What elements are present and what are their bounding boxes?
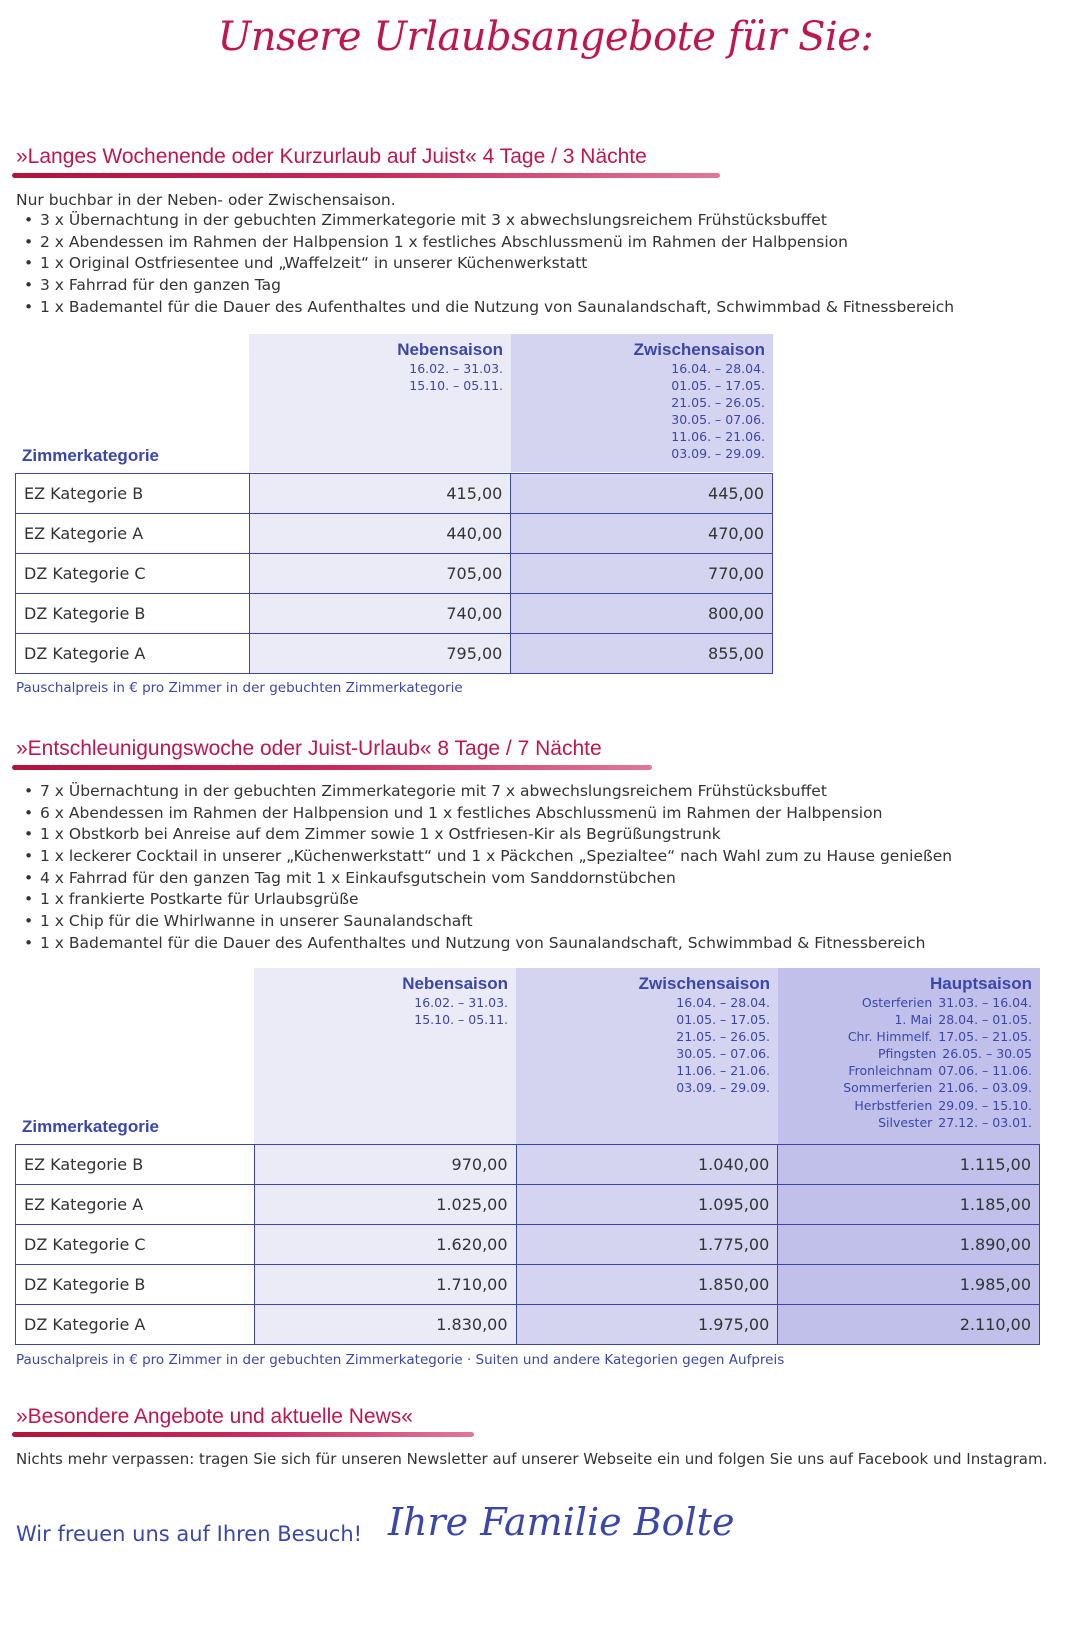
price-cell: 1.890,00 xyxy=(778,1225,1040,1265)
season-name: Zwischensaison xyxy=(633,340,765,359)
list-item: • 7 x Übernachtung in der gebuchten Zimmerkategorie mit 7 x abwechslungsreichem Frühstücksbuffet xyxy=(24,781,952,803)
season-date: 01.05. – 17.05. xyxy=(671,378,765,394)
footer-greeting: Wir freuen uns auf Ihren Besuch! xyxy=(16,1522,363,1546)
season-date: 16.04. – 28.04. xyxy=(676,995,770,1010)
title-underline xyxy=(12,173,720,178)
list-item: • 1 x Bademantel für die Dauer des Aufenthaltes und Nutzung von Saunalandschaft, Schwimmbad & Fitnessbereich xyxy=(24,933,952,955)
season-date: 16.04. – 28.04. xyxy=(671,361,765,376)
room-category: DZ Kategorie C xyxy=(16,554,250,594)
price-cell: 445,00 xyxy=(511,474,773,514)
holiday-period xyxy=(778,994,1032,1011)
offer2-title: »Entschleunigungswoche oder Juist-Urlaub« 8 Tage / 7 Nächte xyxy=(16,737,602,760)
table-row xyxy=(16,474,773,514)
list-item: • 3 x Übernachtung in der gebuchten Zimmerkategorie mit 3 x abwechslungsreichem Frühstücksbuffet xyxy=(24,210,954,232)
holiday-dates: 27.12. – 03.01. xyxy=(938,1114,1032,1130)
table-row xyxy=(16,1265,1040,1305)
season-name: Nebensaison xyxy=(397,340,503,359)
offer1-price-table xyxy=(15,473,773,674)
news-title: »Besondere Angebote und aktuelle News« xyxy=(16,1405,413,1428)
price-cell: 440,00 xyxy=(249,514,511,554)
page-headline: Unsere Urlaubsangebote für Sie: xyxy=(217,14,874,60)
room-category: EZ Kategorie A xyxy=(16,1185,255,1225)
table-row xyxy=(16,514,773,554)
price-cell: 1.185,00 xyxy=(778,1185,1040,1225)
table-row xyxy=(16,1225,1040,1265)
season-date: 11.06. – 21.06. xyxy=(671,429,765,445)
price-cell: 1.775,00 xyxy=(516,1225,778,1265)
room-category: DZ Kategorie C xyxy=(16,1225,255,1265)
holiday-label: 1. Mai xyxy=(894,1012,933,1028)
season-date: 21.05. – 26.05. xyxy=(676,1029,770,1045)
table-row xyxy=(16,594,773,634)
table-row xyxy=(16,1185,1040,1225)
room-category: EZ Kategorie B xyxy=(16,1145,255,1185)
holiday-dates: 21.06. – 03.09. xyxy=(938,1080,1032,1096)
category-column-header: Zimmerkategorie xyxy=(22,446,159,465)
price-cell: 1.620,00 xyxy=(254,1225,516,1265)
list-item: • 1 x Bademantel für die Dauer des Aufenthaltes und die Nutzung von Saunalandschaft, Schwimmbad & Fitnessbereich xyxy=(24,297,954,319)
holiday-period xyxy=(778,1079,1032,1096)
price-cell: 1.850,00 xyxy=(516,1265,778,1305)
holiday-label: Silvester xyxy=(878,1114,933,1130)
season-header-nebensaison xyxy=(254,974,508,1028)
offer2-price-table xyxy=(15,1144,1040,1345)
season-name: Hauptsaison xyxy=(929,974,1032,993)
season-date: 11.06. – 21.06. xyxy=(676,1063,770,1079)
season-date: 15.10. – 05.11. xyxy=(414,1012,508,1028)
price-cell: 1.830,00 xyxy=(254,1305,516,1345)
title-underline xyxy=(12,1432,474,1437)
room-category: DZ Kategorie A xyxy=(16,634,250,674)
list-item: • 1 x Chip für die Whirlwanne in unserer Saunalandschaft xyxy=(24,911,952,933)
season-date: 15.10. – 05.11. xyxy=(409,378,503,394)
holiday-dates: 26.05. – 30.05 xyxy=(942,1046,1032,1062)
holiday-label: Pfingsten xyxy=(877,1046,937,1062)
holiday-label: Herbstferien xyxy=(854,1097,933,1113)
season-date: 30.05. – 07.06. xyxy=(676,1046,770,1062)
season-date: 03.09. – 29.09. xyxy=(676,1080,770,1096)
price-cell: 1.095,00 xyxy=(516,1185,778,1225)
list-item: • 1 x Obstkorb bei Anreise auf dem Zimmer sowie 1 x Ostfriesen-Kir als Begrüßungstrunk xyxy=(24,824,952,846)
holiday-period xyxy=(778,1097,1032,1114)
list-item: • 4 x Fahrrad für den ganzen Tag mit 1 x Einkaufsgutschein vom Sanddornstübchen xyxy=(24,868,952,890)
season-date: 01.05. – 17.05. xyxy=(676,1012,770,1028)
table-row xyxy=(16,1145,1040,1185)
season-date: 16.02. – 31.03. xyxy=(409,361,503,376)
room-category: DZ Kategorie B xyxy=(16,1265,255,1305)
holiday-period xyxy=(778,1045,1032,1062)
price-cell: 2.110,00 xyxy=(778,1305,1040,1345)
offer1-intro: Nur buchbar in der Neben- oder Zwischensaison. xyxy=(16,191,396,209)
price-cell: 800,00 xyxy=(511,594,773,634)
season-date: 30.05. – 07.06. xyxy=(671,412,765,428)
season-name: Zwischensaison xyxy=(638,974,770,993)
holiday-period xyxy=(778,1114,1032,1131)
holiday-dates: 28.04. – 01.05. xyxy=(938,1012,1032,1028)
holiday-period xyxy=(778,1028,1032,1045)
list-item: • 1 x leckerer Cocktail in unserer „Küchenwerkstatt“ und 1 x Päckchen „Spezialtee“ nach Wahl zum zu Hause genießen xyxy=(24,846,952,868)
offer2-inclusions-list xyxy=(24,781,952,955)
holiday-period xyxy=(778,1011,1032,1028)
signature: Ihre Familie Bolte xyxy=(388,1500,735,1544)
holiday-label: Osterferien xyxy=(861,995,933,1010)
season-header-zwischensaison xyxy=(511,340,765,463)
holiday-dates: 17.05. – 21.05. xyxy=(938,1029,1032,1045)
room-category: DZ Kategorie A xyxy=(16,1305,255,1345)
news-text: Nichts mehr verpassen: tragen Sie sich für unseren Newsletter auf unserer Webseite ein und folgen Sie uns auf Facebook und Instagram. xyxy=(16,1450,1048,1468)
season-date: 03.09. – 29.09. xyxy=(671,446,765,462)
price-cell: 1.710,00 xyxy=(254,1265,516,1305)
room-category: EZ Kategorie B xyxy=(16,474,250,514)
holiday-label: Fronleichnam xyxy=(848,1063,933,1079)
holiday-label: Sommerferien xyxy=(843,1080,933,1096)
table-row xyxy=(16,1305,1040,1345)
price-cell: 415,00 xyxy=(249,474,511,514)
category-column-header: Zimmerkategorie xyxy=(22,1117,159,1136)
price-note: Pauschalpreis in € pro Zimmer in der gebuchten Zimmerkategorie · Suiten und andere Kategorien gegen Aufpreis xyxy=(16,1352,785,1368)
holiday-dates: 31.03. – 16.04. xyxy=(938,995,1032,1010)
season-header-hauptsaison xyxy=(778,974,1032,1131)
room-category: DZ Kategorie B xyxy=(16,594,250,634)
season-header-nebensaison xyxy=(249,340,503,394)
table-row xyxy=(16,634,773,674)
season-name: Nebensaison xyxy=(402,974,508,993)
room-category: EZ Kategorie A xyxy=(16,514,250,554)
holiday-period xyxy=(778,1062,1032,1079)
list-item: • 1 x frankierte Postkarte für Urlaubsgrüße xyxy=(24,889,952,911)
season-date: 21.05. – 26.05. xyxy=(671,395,765,411)
price-cell: 470,00 xyxy=(511,514,773,554)
price-cell: 1.025,00 xyxy=(254,1185,516,1225)
offer1-inclusions-list xyxy=(24,210,954,318)
price-cell: 1.115,00 xyxy=(778,1145,1040,1185)
table-row xyxy=(16,554,773,594)
list-item: • 3 x Fahrrad für den ganzen Tag xyxy=(24,275,954,297)
price-cell: 1.975,00 xyxy=(516,1305,778,1345)
season-header-zwischensaison xyxy=(516,974,770,1097)
price-cell: 705,00 xyxy=(249,554,511,594)
price-note: Pauschalpreis in € pro Zimmer in der gebuchten Zimmerkategorie xyxy=(16,680,463,696)
price-cell: 855,00 xyxy=(511,634,773,674)
title-underline xyxy=(12,765,652,770)
holiday-dates: 29.09. – 15.10. xyxy=(938,1097,1032,1113)
price-cell: 795,00 xyxy=(249,634,511,674)
price-cell: 770,00 xyxy=(511,554,773,594)
price-cell: 1.040,00 xyxy=(516,1145,778,1185)
offer1-title: »Langes Wochenende oder Kurzurlaub auf Juist« 4 Tage / 3 Nächte xyxy=(16,145,647,168)
holiday-dates: 07.06. – 11.06. xyxy=(938,1063,1032,1079)
season-date: 16.02. – 31.03. xyxy=(414,995,508,1010)
price-cell: 1.985,00 xyxy=(778,1265,1040,1305)
list-item: • 2 x Abendessen im Rahmen der Halbpension 1 x festliches Abschlussmenü im Rahmen der Halbpension xyxy=(24,232,954,254)
price-cell: 970,00 xyxy=(254,1145,516,1185)
list-item: • 1 x Original Ostfriesentee und „Waffelzeit“ in unserer Küchenwerkstatt xyxy=(24,253,954,275)
holiday-label: Chr. Himmelf. xyxy=(847,1029,933,1045)
list-item: • 6 x Abendessen im Rahmen der Halbpension und 1 x festliches Abschlussmenü im Rahmen der Halbpension xyxy=(24,803,952,825)
price-cell: 740,00 xyxy=(249,594,511,634)
